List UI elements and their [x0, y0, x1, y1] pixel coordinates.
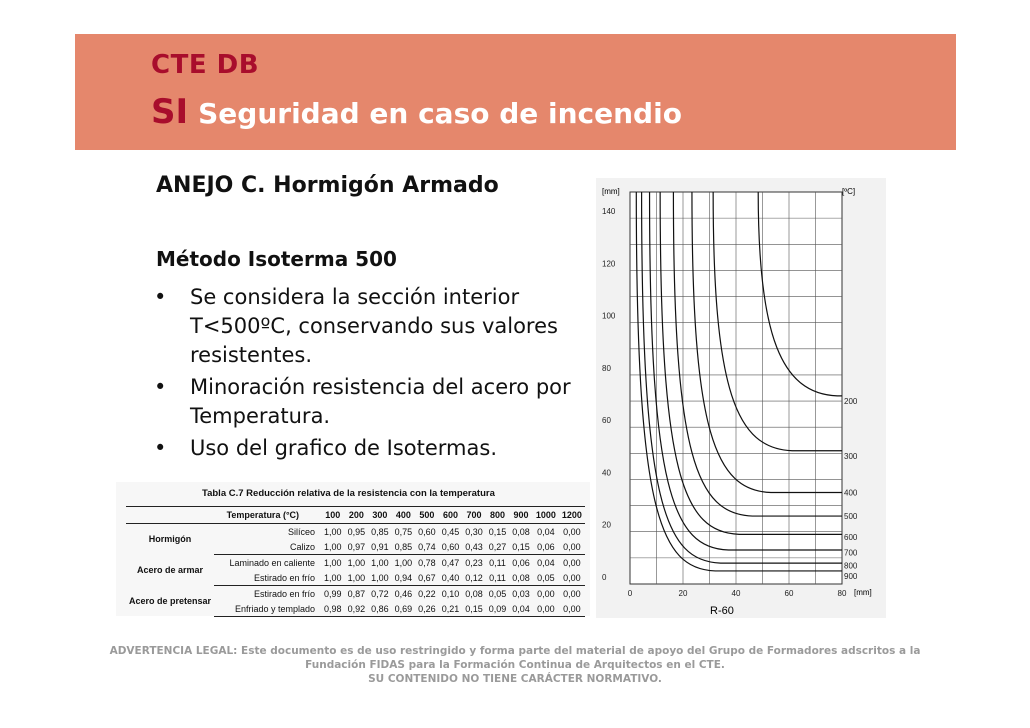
isotherm-chart	[596, 178, 886, 618]
table-row-label: Estirado en frío	[254, 588, 316, 599]
table-header-temp: 300	[368, 507, 392, 524]
chart-series-label: 300	[844, 451, 858, 461]
table-cell: 0,08	[512, 526, 530, 537]
chart-x-unit-label: [mm]	[854, 588, 872, 597]
footer-line: Fundación FIDAS para la Formación Continua de Arquitectos en el CTE.	[305, 659, 725, 671]
banner-title	[151, 92, 682, 132]
table-cell: 0,15	[509, 539, 533, 555]
table-cell: 1,00	[321, 570, 345, 586]
table-cell: 0,11	[489, 557, 506, 568]
table-cell: 1,00	[345, 570, 369, 586]
table-header-temp: 1200	[559, 507, 585, 524]
chart-x-tick-label: 0	[627, 589, 633, 598]
table-cell: 1,00	[324, 557, 342, 568]
legal-footer	[0, 644, 1030, 686]
table-cell: 1,00	[394, 557, 413, 568]
table-cell: 0,27	[486, 539, 510, 555]
chart-y-tick-label: 80	[602, 363, 611, 373]
bullet-item	[154, 434, 594, 463]
table-cell: 0,86	[368, 601, 392, 617]
footer-line: ADVERTENCIA LEGAL: Este documento es de uso restringido y forma parte del material de apoyo del Grupo de Formadores adscritos a la	[109, 645, 921, 657]
table-cell: 0,04	[537, 557, 555, 568]
chart-title: R-60	[710, 605, 734, 617]
bullet-text: Uso del grafico de Isotermas.	[190, 436, 497, 460]
bullet-icon: •	[154, 285, 167, 309]
table-cell: 0,00	[563, 557, 581, 568]
bullet-item	[154, 283, 594, 370]
table-cell: 0,00	[533, 601, 559, 617]
table-cell: 0,94	[392, 570, 416, 586]
table-cell: 0,99	[324, 588, 342, 599]
table-cell: 0,47	[441, 557, 460, 568]
chart-x-tick-label: 20	[678, 589, 688, 598]
table-row-label: Calizo	[214, 539, 321, 555]
table-cell: 1,00	[371, 557, 389, 568]
bullet-list	[154, 283, 594, 466]
bullet-text: Se considera la sección interior T<500ºC, conservando sus valores resistentes.	[190, 285, 558, 367]
table-cell: 0,00	[559, 601, 585, 617]
table-cell: 0,04	[537, 526, 555, 537]
bullet-icon: •	[154, 436, 167, 460]
chart-series-label: 900	[844, 572, 858, 582]
chart-series-label: 200	[844, 397, 858, 407]
chart-y-tick-label: 20	[602, 520, 611, 530]
table-row	[126, 586, 585, 602]
table-header-temp: 500	[415, 507, 439, 524]
table-cell: 0,67	[415, 570, 439, 586]
table-row-label: Silíceo	[288, 526, 316, 537]
method-heading: Método Isoterma 500	[156, 247, 397, 271]
table-group-label: Acero de pretensar	[129, 595, 212, 606]
table-cell: 0,11	[486, 570, 510, 586]
table-cell: 0,06	[533, 539, 559, 555]
table-cell: 0,85	[392, 539, 416, 555]
table-cell: 0,69	[392, 601, 416, 617]
table-cell: 0,74	[415, 539, 439, 555]
table-cell: 0,46	[394, 588, 413, 599]
table-header-temp: 100	[321, 507, 345, 524]
chart-x-tick-label: 40	[731, 589, 741, 598]
table-row-label: Enfriado y templado	[214, 601, 321, 617]
table-cell: 0,60	[439, 539, 463, 555]
table-cell: 0,30	[465, 526, 483, 537]
reduction-table	[126, 506, 585, 617]
table-header-label: Temperatura (°C)	[126, 507, 321, 524]
chart-series-label: 700	[844, 548, 858, 558]
table-cell: 1,00	[368, 570, 392, 586]
table-cell: 0,05	[533, 570, 559, 586]
table-header-temp: 900	[509, 507, 533, 524]
table-row-label: Estirado en frío	[214, 570, 321, 586]
table-cell: 0,43	[462, 539, 486, 555]
table-cell: 0,60	[418, 526, 436, 537]
table-cell: 0,75	[394, 526, 413, 537]
isotherm-chart-figure	[596, 178, 886, 618]
chart-y-tick-label: 120	[602, 259, 616, 269]
table-cell: 0,98	[321, 601, 345, 617]
table-title: Tabla C.7 Reducción relativa de la resistencia con la temperatura	[202, 488, 495, 499]
chart-y-unit-label: [mm]	[602, 187, 620, 196]
table-cell: 0,45	[441, 526, 460, 537]
chart-right-unit-label: [ºC]	[842, 187, 856, 196]
reduction-table-figure	[116, 482, 590, 616]
title-banner	[75, 34, 956, 150]
chart-y-tick-label: 60	[602, 416, 611, 426]
banner-line-cte-db: CTE DB	[151, 50, 260, 80]
chart-x-tick-label: 60	[784, 589, 794, 598]
chart-series-label: 500	[844, 512, 858, 522]
chart-series-label: 800	[844, 561, 858, 571]
table-cell: 0,92	[345, 601, 369, 617]
table-cell: 0,22	[418, 588, 436, 599]
table-header-temp: 800	[486, 507, 510, 524]
table-row	[126, 555, 585, 571]
table-cell: 0,04	[509, 601, 533, 617]
table-header-temp: 1000	[533, 507, 559, 524]
table-cell: 0,91	[368, 539, 392, 555]
table-header-temp: 200	[345, 507, 369, 524]
table-cell: 0,08	[509, 570, 533, 586]
table-cell: 0,00	[559, 539, 585, 555]
table-cell: 0,00	[537, 588, 555, 599]
table-cell: 0,06	[512, 557, 530, 568]
chart-x-tick-label: 80	[837, 589, 847, 598]
chart-y-tick-label: 40	[602, 468, 611, 478]
table-group-label: Acero de armar	[137, 564, 204, 575]
table-cell: 0,78	[418, 557, 436, 568]
chart-series-label: 400	[844, 488, 858, 498]
chart-y-tick-label: 0	[602, 573, 607, 582]
table-row	[126, 524, 585, 540]
table-header-temp: 600	[439, 507, 463, 524]
section-heading: ANEJO C. Hormigón Armado	[156, 173, 499, 198]
banner-title-text: Seguridad en caso de incendio	[198, 97, 682, 130]
table-row-label: Laminado en caliente	[229, 557, 316, 568]
table-cell: 0,09	[486, 601, 510, 617]
chart-y-tick-label: 140	[602, 207, 616, 217]
table-cell: 0,21	[439, 601, 463, 617]
table-cell: 0,00	[559, 570, 585, 586]
table-cell: 0,23	[465, 557, 483, 568]
table-group-label: Hormigón	[148, 533, 192, 544]
table-cell: 0,05	[488, 588, 507, 599]
bullet-icon: •	[154, 375, 167, 399]
table-cell: 0,10	[441, 588, 460, 599]
table-cell: 1,00	[324, 526, 342, 537]
table-cell: 0,15	[488, 526, 507, 537]
table-cell: 0,03	[512, 588, 530, 599]
chart-series-label: 600	[844, 532, 858, 542]
table-cell: 1,00	[347, 557, 366, 568]
banner-abbr: SI	[151, 92, 189, 132]
table-cell: 0,72	[371, 588, 389, 599]
table-cell: 0,00	[563, 588, 581, 599]
table-cell: 1,00	[321, 539, 345, 555]
bullet-item	[154, 373, 594, 431]
table-header-temp: 400	[392, 507, 416, 524]
table-cell: 0,15	[462, 601, 486, 617]
table-header-row	[126, 507, 585, 524]
table-cell: 0,26	[415, 601, 439, 617]
table-cell: 0,95	[347, 526, 366, 537]
table-cell: 0,08	[465, 588, 483, 599]
table-cell: 0,97	[345, 539, 369, 555]
bullet-text: Minoración resistencia del acero por Temperatura.	[190, 375, 571, 428]
footer-line: SU CONTENIDO NO TIENE CARÁCTER NORMATIVO.	[368, 673, 662, 685]
table-cell: 0,40	[439, 570, 463, 586]
table-cell: 0,12	[462, 570, 486, 586]
table-cell: 0,85	[371, 526, 389, 537]
table-cell: 0,00	[563, 526, 581, 537]
table-header-temp: 700	[462, 507, 486, 524]
table-cell: 0,87	[347, 588, 366, 599]
chart-y-tick-label: 100	[602, 311, 616, 321]
